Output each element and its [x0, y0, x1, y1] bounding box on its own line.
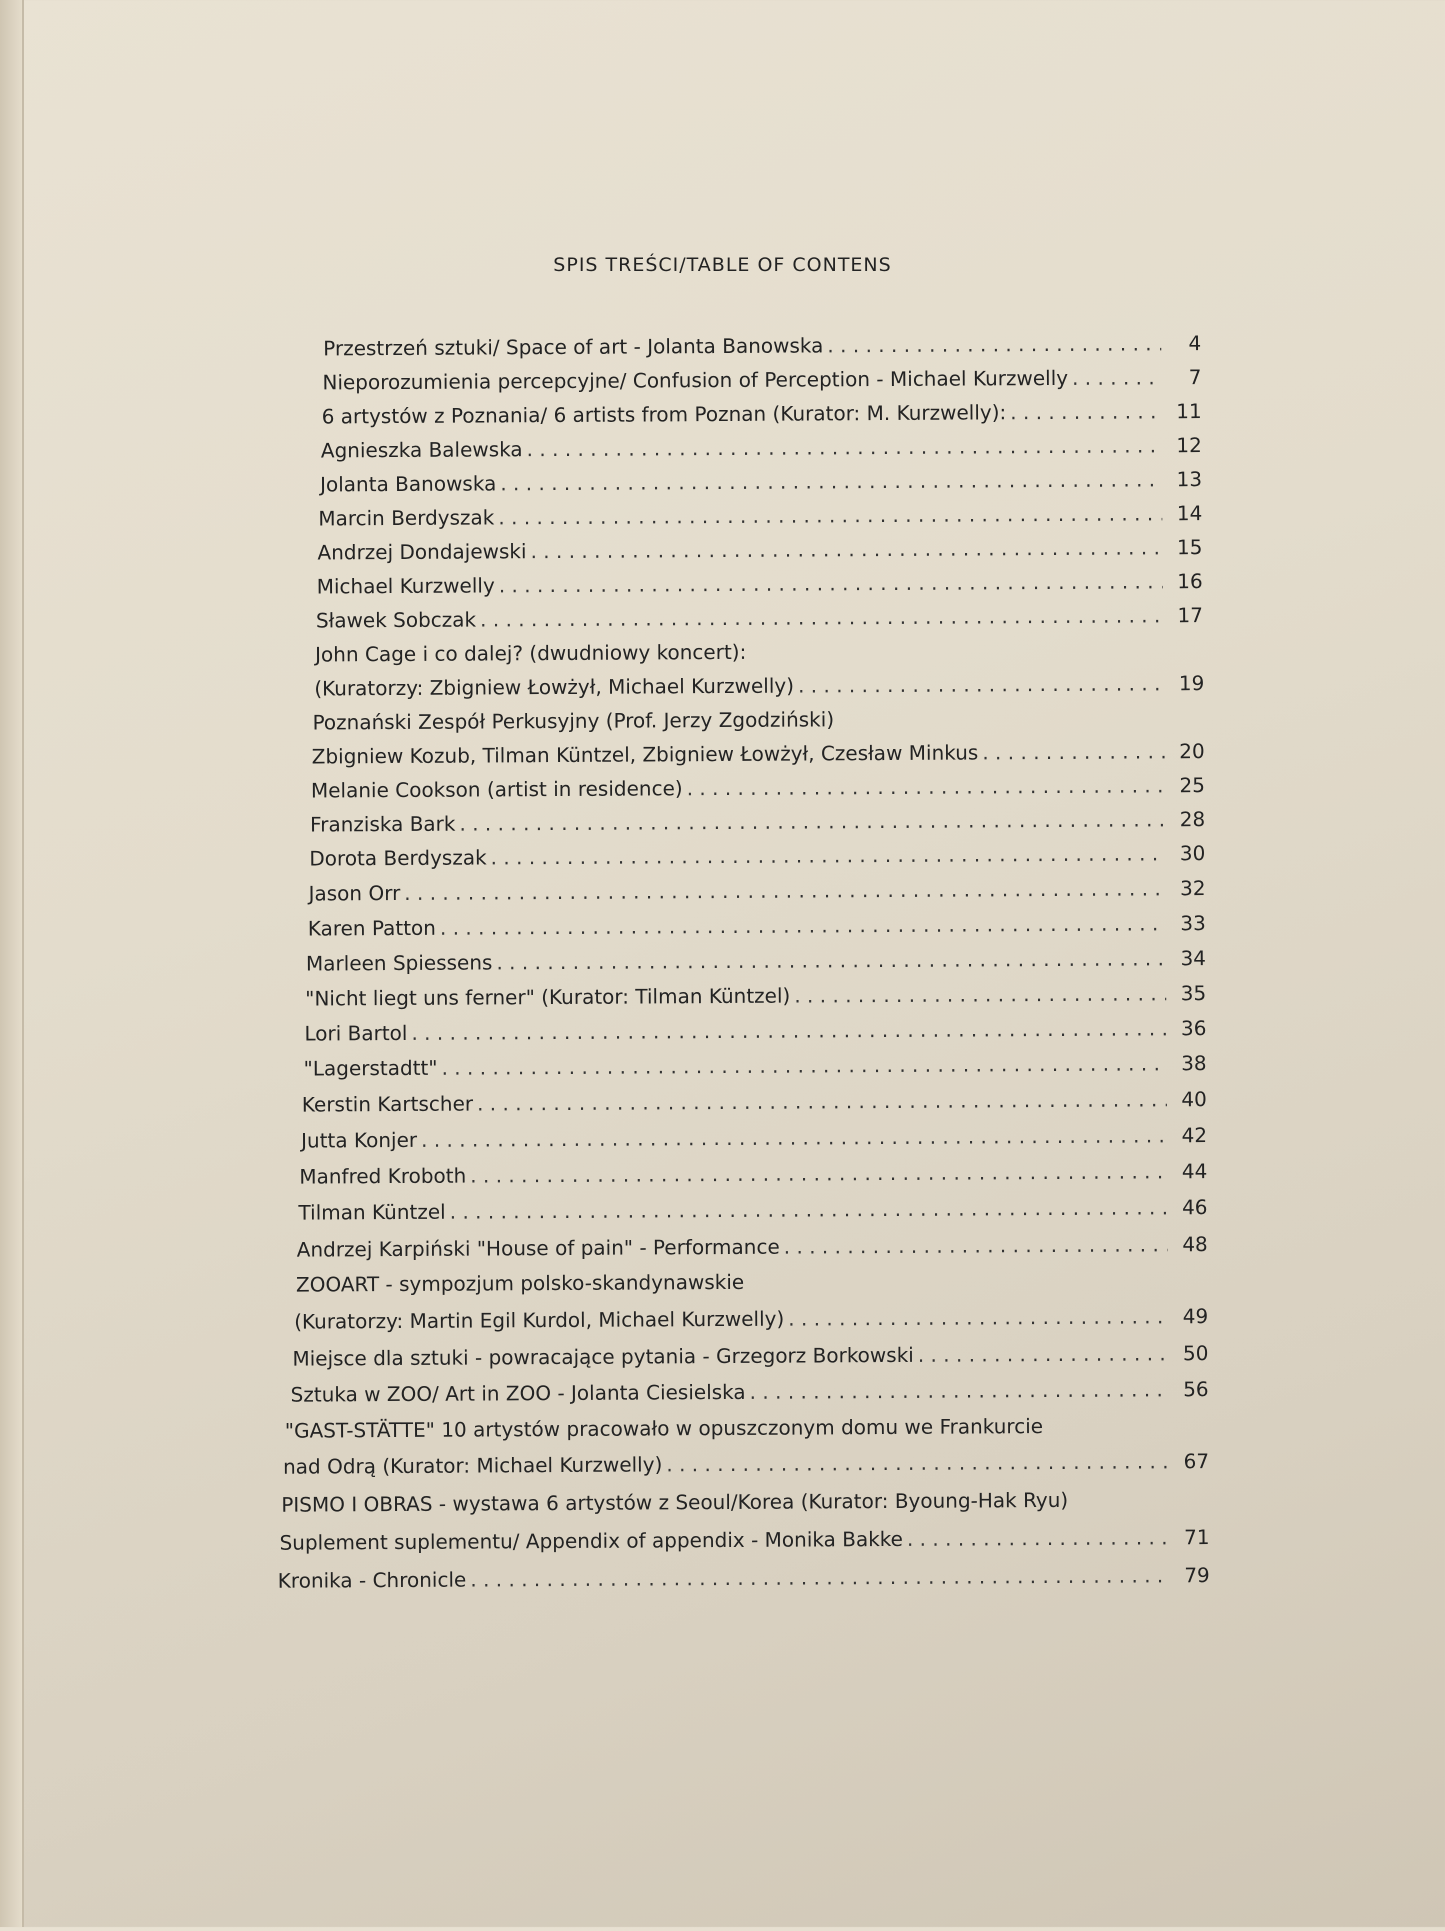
entry-title: Dorota Berdyszak — [309, 845, 487, 871]
entry-page: 48 — [1182, 1232, 1208, 1257]
dot-leader — [827, 329, 1161, 359]
entry-title: John Cage i co dalej? (dwudniowy koncert): — [315, 639, 747, 667]
entry-title: Poznański Zespół Perkusyjny (Prof. Jerzy Zgodziński) — [312, 707, 835, 735]
entry-page: 36 — [1180, 1016, 1207, 1041]
dot-leader — [784, 1230, 1168, 1260]
toc-entry — [281, 1485, 1211, 1519]
toc-entry — [310, 805, 1205, 838]
entry-title: Kronika - Chronicle — [277, 1567, 467, 1593]
entry-page: 20 — [1179, 739, 1205, 764]
entry-page: 13 — [1176, 467, 1203, 492]
entry-page: 34 — [1180, 946, 1207, 971]
dot-leader — [500, 465, 1162, 497]
entry-title: Manfred Kroboth — [299, 1163, 467, 1189]
toc-entry — [309, 839, 1205, 872]
dot-leader — [477, 1085, 1167, 1117]
toc-entry — [306, 944, 1206, 977]
entry-title: Lori Bartol — [304, 1020, 408, 1046]
entry-title: Marcin Berdyszak — [318, 505, 495, 531]
entry-title: Jutta Konjer — [301, 1127, 418, 1153]
toc-entry — [278, 1561, 1210, 1595]
dot-leader — [527, 431, 1162, 463]
entry-title: Melanie Cookson (artist in residence) — [310, 776, 683, 803]
dot-leader — [750, 1375, 1169, 1406]
entry-title: Franziska Bark — [310, 811, 456, 837]
entry-page: 28 — [1179, 807, 1206, 832]
entry-page: 30 — [1179, 841, 1206, 866]
entry-title: 6 artystów z Poznania/ 6 artists from Poznan (Kurator: M. Kurzwelly): — [321, 400, 1007, 429]
toc-entry — [312, 703, 1202, 736]
entry-page: 17 — [1177, 603, 1203, 628]
dot-leader — [491, 839, 1166, 871]
toc-entry — [321, 431, 1202, 464]
entry-page: 46 — [1181, 1195, 1208, 1220]
entry-title: Michael Kurzwelly — [316, 573, 495, 599]
toc-entry — [317, 567, 1203, 600]
toc-entry — [308, 909, 1206, 942]
entry-page: 15 — [1176, 535, 1203, 560]
dot-leader — [794, 979, 1166, 1009]
dot-leader — [530, 533, 1162, 565]
entry-page: 4 — [1188, 331, 1202, 356]
entry-title: (Kuratorzy: Martin Egil Kurdol, Michael Kurzwelly) — [294, 1306, 785, 1334]
dot-leader — [470, 1561, 1170, 1593]
toc-entry — [315, 635, 1203, 668]
entry-title: Kerstin Kartscher — [301, 1091, 474, 1117]
entry-page: 44 — [1181, 1159, 1208, 1184]
toc-entry — [279, 1523, 1209, 1557]
entry-title: Tilman Küntzel — [298, 1199, 446, 1225]
entry-title: Sławek Sobczak — [315, 607, 477, 633]
toc-entry — [312, 737, 1205, 770]
toc-entry — [317, 533, 1202, 566]
entry-title: Miejsce dla sztuki - powracające pytania - Grzegorz Borkowski — [292, 1342, 914, 1371]
dot-leader — [496, 944, 1166, 976]
entry-title: Zbigniew Kozub, Tilman Küntzel, Zbigniew Łowżył, Czesław Minkus — [311, 740, 979, 769]
entry-title: Andrzej Dondajewski — [317, 539, 527, 565]
toc-entry — [291, 1375, 1209, 1409]
toc-entry — [296, 1265, 1196, 1298]
entry-page: 50 — [1182, 1341, 1209, 1366]
entry-page: 49 — [1182, 1304, 1209, 1329]
entry-page: 14 — [1176, 501, 1203, 526]
dot-leader — [498, 499, 1162, 531]
entry-title: Karen Patton — [307, 915, 437, 941]
dot-leader — [499, 567, 1163, 599]
entry-page: 35 — [1180, 981, 1207, 1006]
entry-page: 7 — [1188, 365, 1202, 390]
toc-entry — [297, 1230, 1208, 1264]
entry-title: ZOOART - sympozjum polsko-skandynawskie — [295, 1269, 745, 1297]
entry-page: 71 — [1183, 1525, 1210, 1550]
toc-entry — [299, 1157, 1207, 1191]
dot-leader — [982, 737, 1165, 766]
entry-page: 79 — [1184, 1563, 1210, 1588]
toc-entry — [308, 874, 1205, 907]
dot-leader — [918, 1339, 1169, 1369]
entry-page: 12 — [1176, 433, 1202, 458]
dot-leader — [788, 1302, 1168, 1332]
toc-entry — [285, 1411, 1205, 1445]
toc-heading: SPIS TREŚCI/TABLE OF CONTENS — [553, 254, 892, 276]
dot-leader — [666, 1447, 1169, 1478]
entry-title: Suplement suplementu/ Appendix of appendix - Monika Bakke — [279, 1526, 903, 1555]
entry-title: Przestrzeń sztuki/ Space of art - Jolanta Banowska — [323, 333, 824, 361]
entry-page: 11 — [1176, 399, 1202, 424]
dot-leader — [798, 669, 1164, 699]
toc-entry — [323, 329, 1201, 362]
toc-entry — [316, 601, 1203, 634]
dot-leader — [421, 1121, 1167, 1154]
toc-entry — [294, 1302, 1208, 1336]
toc-entry — [305, 979, 1206, 1013]
entry-page: 40 — [1181, 1087, 1207, 1112]
entry-title: Andrzej Karpiński "House of pain" - Performance — [296, 1234, 780, 1262]
entry-title: Agnieszka Balewska — [320, 437, 523, 463]
toc-entry — [320, 465, 1202, 498]
dot-leader — [441, 1049, 1166, 1081]
entry-title: nad Odrą (Kurator: Michael Kurzwelly) — [282, 1452, 663, 1479]
entry-page: 25 — [1179, 773, 1205, 798]
toc-entry — [322, 363, 1201, 396]
toc-entry — [314, 669, 1204, 702]
toc-entry — [322, 397, 1202, 430]
entry-title: Nieporozumienia percepcyjne/ Confusion of Perception - Michael Kurzwelly — [322, 365, 1069, 395]
entry-page: 67 — [1183, 1449, 1210, 1474]
entry-title: "Lagerstadtt" — [303, 1055, 438, 1081]
dot-leader — [1010, 397, 1162, 426]
entry-page: 32 — [1180, 876, 1206, 901]
entry-page: 38 — [1181, 1051, 1207, 1076]
entry-title: PISMO I OBRAS - wystawa 6 artystów z Seoul/Korea (Kurator: Byoung-Hak Ryu) — [281, 1487, 1069, 1517]
dot-leader — [440, 909, 1166, 941]
entry-page: 42 — [1181, 1123, 1208, 1148]
entry-title: "Nicht liegt uns ferner" (Kurator: Tilman Küntzel) — [305, 983, 791, 1011]
toc-entry — [304, 1014, 1206, 1048]
toc-entry — [292, 1339, 1208, 1373]
toc-entry — [318, 499, 1202, 532]
entry-title: Jason Orr — [308, 880, 401, 906]
toc-entry — [301, 1121, 1207, 1155]
entry-title: Sztuka w ZOO/ Art in ZOO - Jolanta Ciesielska — [290, 1379, 746, 1407]
entry-title: (Kuratorzy: Zbigniew Łowżył, Michael Kurzwelly) — [314, 673, 795, 701]
entry-title: Jolanta Banowska — [319, 471, 497, 497]
dot-leader — [1072, 363, 1162, 392]
entry-page: 19 — [1178, 671, 1205, 696]
dot-leader — [411, 1014, 1166, 1047]
entry-title: "GAST-STÄTTE" 10 artystów pracowało w opuszczonym domu we Frankurcie — [284, 1414, 1044, 1443]
dot-leader — [480, 601, 1163, 633]
entry-page: 33 — [1180, 911, 1206, 936]
toc-entry — [304, 1049, 1207, 1083]
entry-title: Marleen Spiessens — [305, 950, 493, 976]
dot-leader — [907, 1523, 1170, 1553]
entry-page: 16 — [1177, 569, 1203, 594]
dot-leader — [470, 1157, 1167, 1189]
dot-leader — [450, 1193, 1168, 1225]
toc-entry — [298, 1193, 1207, 1227]
dot-leader — [459, 805, 1165, 837]
toc-entry — [302, 1085, 1207, 1119]
toc-entry — [311, 771, 1205, 804]
toc-entry — [283, 1447, 1209, 1481]
dot-leader — [404, 874, 1165, 907]
entry-page: 56 — [1183, 1377, 1209, 1402]
dot-leader — [687, 771, 1165, 802]
